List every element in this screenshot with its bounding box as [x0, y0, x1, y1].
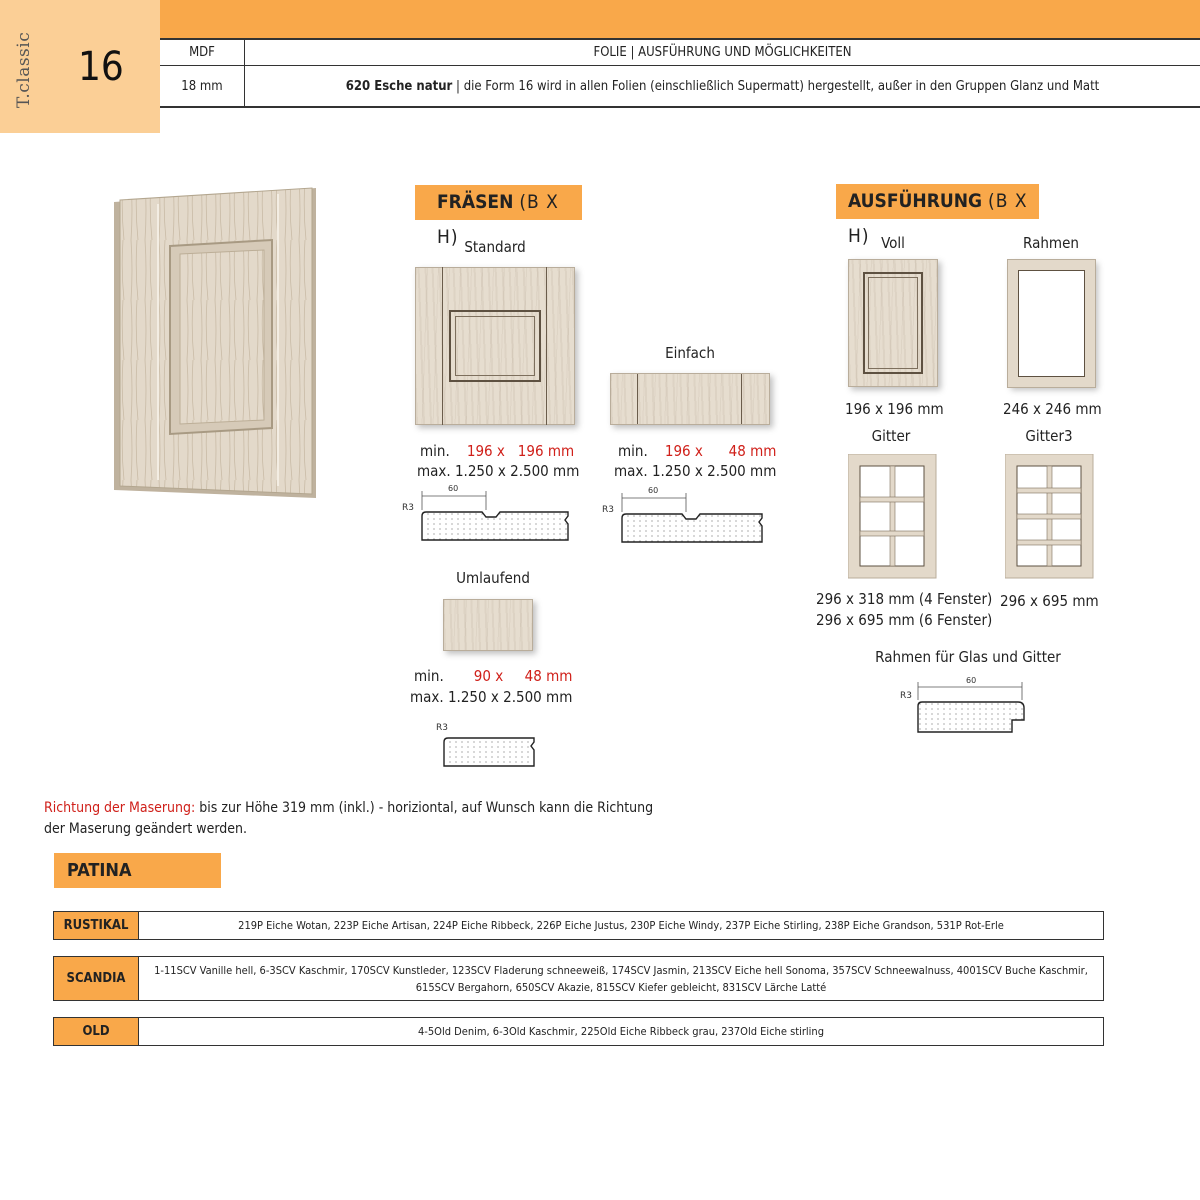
umlaufend-label: Umlaufend: [456, 569, 530, 587]
voll-dims: 196 x 196 mm: [845, 400, 944, 418]
grain-note-label: Richtung der Maserung:: [44, 800, 196, 816]
patina-row-rustikal: [53, 911, 1104, 940]
voll-door-image: [848, 259, 938, 387]
voll-label: Voll: [881, 234, 905, 252]
umlaufend-min-height: 48 mm: [524, 667, 573, 685]
standard-min-prefix: min.: [420, 442, 450, 460]
fraesen-title-suffix: (B X H): [437, 191, 559, 248]
ausfuehrung-title-text: AUSFÜHRUNG: [848, 190, 983, 212]
einfach-label: Einfach: [665, 344, 715, 362]
umlaufend-profile-diagram: [436, 720, 540, 770]
gitter3-dims: 296 x 695 mm: [1000, 592, 1099, 610]
grain-note-line2: der Maserung geändert werden.: [44, 821, 247, 837]
patina-tag-old: OLD: [54, 1018, 139, 1045]
col-folie-header: FOLIE | AUSFÜHRUNG UND MÖGLICHKEITEN: [593, 45, 852, 60]
form-number: 16: [78, 44, 124, 90]
patina-text-old: 4-5Old Denim, 6-3Old Kaschmir, 225Old Eiche Ribbeck grau, 237Old Eiche stirling: [418, 1025, 824, 1038]
gitter-dims-6: 296 x 695 mm (6 Fenster): [816, 611, 993, 629]
grain-direction-note: [44, 798, 744, 840]
rahmen-label: Rahmen: [1023, 234, 1079, 252]
standard-max: max. 1.250 x 2.500 mm: [417, 462, 580, 480]
umlaufend-min-prefix: min.: [414, 667, 444, 685]
standard-panel-image: [415, 267, 575, 425]
einfach-panel-image: [610, 373, 770, 425]
decor-note: | die Form 16 wird in allen Folien (einschließlich Supermatt) hergestellt, außer in den Gruppen Glanz und Matt: [452, 79, 1100, 94]
umlaufend-max: max. 1.250 x 2.500 mm: [410, 688, 573, 706]
patina-text-scandia-line1: 1-11SCV Vanille hell, 6-3SCV Kaschmir, 170SCV Kunstleder, 123SCV Fladerung schneeweiß, 174SCV Jasmin, 213SCV Eiche hell Sonoma, 357SCV Schneewalnuss, 4001SCV Buche Kaschmir,: [154, 963, 1088, 977]
patina-row-old: [53, 1017, 1104, 1046]
einfach-profile-diagram: [602, 484, 768, 546]
standard-profile-width: 60: [448, 484, 459, 493]
frame-profile-diagram: [900, 672, 1030, 734]
umlaufend-min: [414, 667, 572, 685]
brand-logo: T.classic: [14, 31, 34, 108]
gitter-label: Gitter: [871, 427, 911, 445]
ausfuehrung-title-suffix: (B X H): [848, 190, 1028, 247]
thickness-value: 18 mm: [181, 79, 223, 94]
patina-text-scandia-line2: 615SCV Bergahorn, 650SCV Akazie, 815SCV Kiefer gebleicht, 831SCV Lärche Latté: [415, 980, 827, 994]
standard-min: [420, 442, 574, 460]
gitter3-door-image: [1005, 454, 1095, 580]
umlaufend-min-width: 90 x: [473, 667, 504, 685]
patina-title: PATINA: [54, 853, 221, 888]
einfach-min: [618, 442, 776, 460]
gitter-dims-4: 296 x 318 mm (4 Fenster): [816, 590, 993, 608]
decor-name: 620 Esche natur: [345, 79, 453, 94]
standard-profile-diagram: [402, 482, 574, 544]
patina-text-scandia: [139, 957, 1103, 1000]
decor-description: [245, 67, 1200, 107]
col-material-header: MDF: [189, 45, 215, 60]
umlaufend-panel-image: [443, 599, 533, 651]
gitter3-label: Gitter3: [1025, 427, 1073, 445]
standard-min-height: 196 mm: [517, 442, 575, 460]
gitter-door-image: [848, 454, 938, 580]
door-product-image: [100, 180, 330, 510]
fraesen-title-text: FRÄSEN: [437, 191, 514, 213]
standard-min-width: 196 x: [466, 442, 505, 460]
umlaufend-profile-radius: R3: [436, 723, 448, 733]
frame-profile-radius: R3: [900, 691, 912, 701]
einfach-max: max. 1.250 x 2.500 mm: [614, 462, 777, 480]
frame-profile-label: Rahmen für Glas und Gitter: [875, 648, 1061, 666]
patina-text-rustikal: 219P Eiche Wotan, 223P Eiche Artisan, 224P Eiche Ribbeck, 226P Eiche Justus, 230P Eiche Windy, 237P Eiche Stirling, 238P Eiche Grandson, 531P Rot-Erle: [238, 919, 1004, 932]
standard-profile-radius: R3: [402, 503, 414, 513]
patina-tag-rustikal: RUSTIKAL: [54, 912, 139, 939]
einfach-profile-width: 60: [648, 486, 659, 495]
rahmen-door-image: [1008, 260, 1095, 387]
patina-tag-scandia: SCANDIA: [54, 957, 139, 1000]
einfach-min-height: 48 mm: [728, 442, 777, 460]
standard-label: Standard: [464, 238, 526, 256]
header-band: [160, 0, 1200, 38]
einfach-min-prefix: min.: [618, 442, 648, 460]
frame-profile-width: 60: [966, 676, 977, 685]
einfach-profile-radius: R3: [602, 505, 614, 515]
patina-row-scandia: [53, 956, 1104, 1001]
grain-note-line1: bis zur Höhe 319 mm (inkl.) - horiziontal, auf Wunsch kann die Richtung: [195, 800, 654, 816]
einfach-min-width: 196 x: [664, 442, 703, 460]
rahmen-dims: 246 x 246 mm: [1003, 400, 1102, 418]
